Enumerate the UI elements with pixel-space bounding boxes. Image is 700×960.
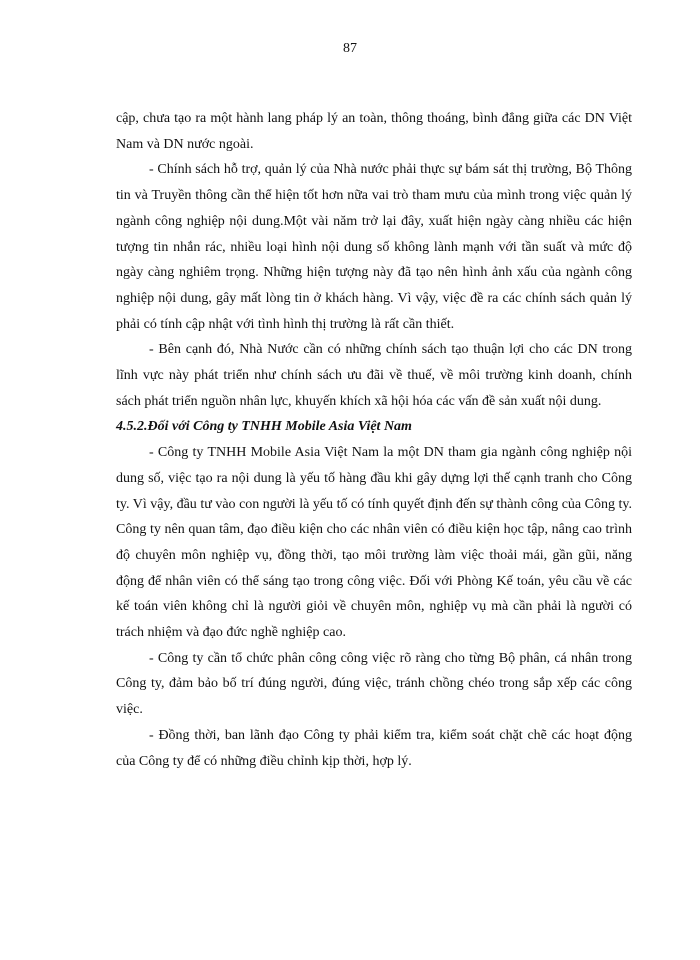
page-number: 87 — [343, 41, 357, 56]
paragraph-company-hr: - Công ty TNHH Mobile Asia Việt Nam la một DN tham gia ngành công nghiệp nội dung số, việc tạo ra nội dung là yếu tố hàng đầu khi gây dựng lợi thế cạnh tranh cho Công ty. Vì vậy, đầu tư vào con người là yếu tố có tính quyết định đến sự thành công của Công ty. Công ty nên quan tâm, đạo điều kiện cho các nhân viên có điều kiện học tập, nâng cao trình độ chuyên môn nghiệp vụ, đồng thời, tạo môi trường làm việc thoải mái, gần gũi, năng động để nhân viên có thể sáng tạo trong công việc. Đối với Phòng Kế toán, yêu cầu về các kế toán viên không chỉ là người giỏi về chuyên môn, nghiệp vụ mà cần phải là người có trách nhiệm và đạo đức nghề nghiệp cao. — [116, 445, 632, 641]
paragraph-state-policy: - Chính sách hỗ trợ, quản lý của Nhà nước phải thực sự bám sát thị trường, Bộ Thông tin và Truyền thông cần thể hiện tốt hơn nữa vai trò tham mưu của mình trong việc quản lý ngành công nghiệp nội dung.Một vài năm trở lại đây, xuất hiện ngày càng nhiều các hiện tượng tin nhắn rác, nhiều loại hình nội dung số không lành mạnh với tần suất và mức độ ngày càng nghiêm trọng. Những hiện tượng này đã tạo nên hình ảnh xấu của ngành công nghiệp nội dung, gây mất lòng tin ở khách hàng. Vì vậy, việc đề ra các chính sách quản lý phải có tính cập nhật với tình hình thị trường là rất cần thiết. — [116, 162, 632, 332]
paragraph-state-support: - Bên cạnh đó, Nhà Nước cần có những chính sách tạo thuận lợi cho các DN trong lĩnh vực này phát triển như chính sách ưu đãi về thuế, về môi trường kinh doanh, chính sách phát triển nguồn nhân lực, khuyến khích xã hội hóa các vấn đề sản xuất nội dung. — [116, 342, 632, 409]
paragraph-company-organization: - Công ty cần tổ chức phân công công việc rõ ràng cho từng Bộ phân, cá nhân trong Công ty, đảm bảo bố trí đúng người, đúng việc, tránh chồng chéo trong sắp xếp các công việc. — [116, 650, 632, 718]
paragraph-company-control: - Đồng thời, ban lãnh đạo Công ty phải kiểm tra, kiểm soát chặt chẽ các hoạt động của Công ty để có những điều chỉnh kịp thời, hợp lý. — [116, 727, 632, 769]
section-heading: 4.5.2.Đối với Công ty TNHH Mobile Asia Việt Nam — [116, 419, 412, 435]
paragraph-continuation: cập, chưa tạo ra một hành lang pháp lý an toàn, thông thoáng, bình đẳng giữa các DN Việt Nam và DN nước ngoài. — [116, 111, 632, 152]
document-body — [116, 106, 632, 774]
